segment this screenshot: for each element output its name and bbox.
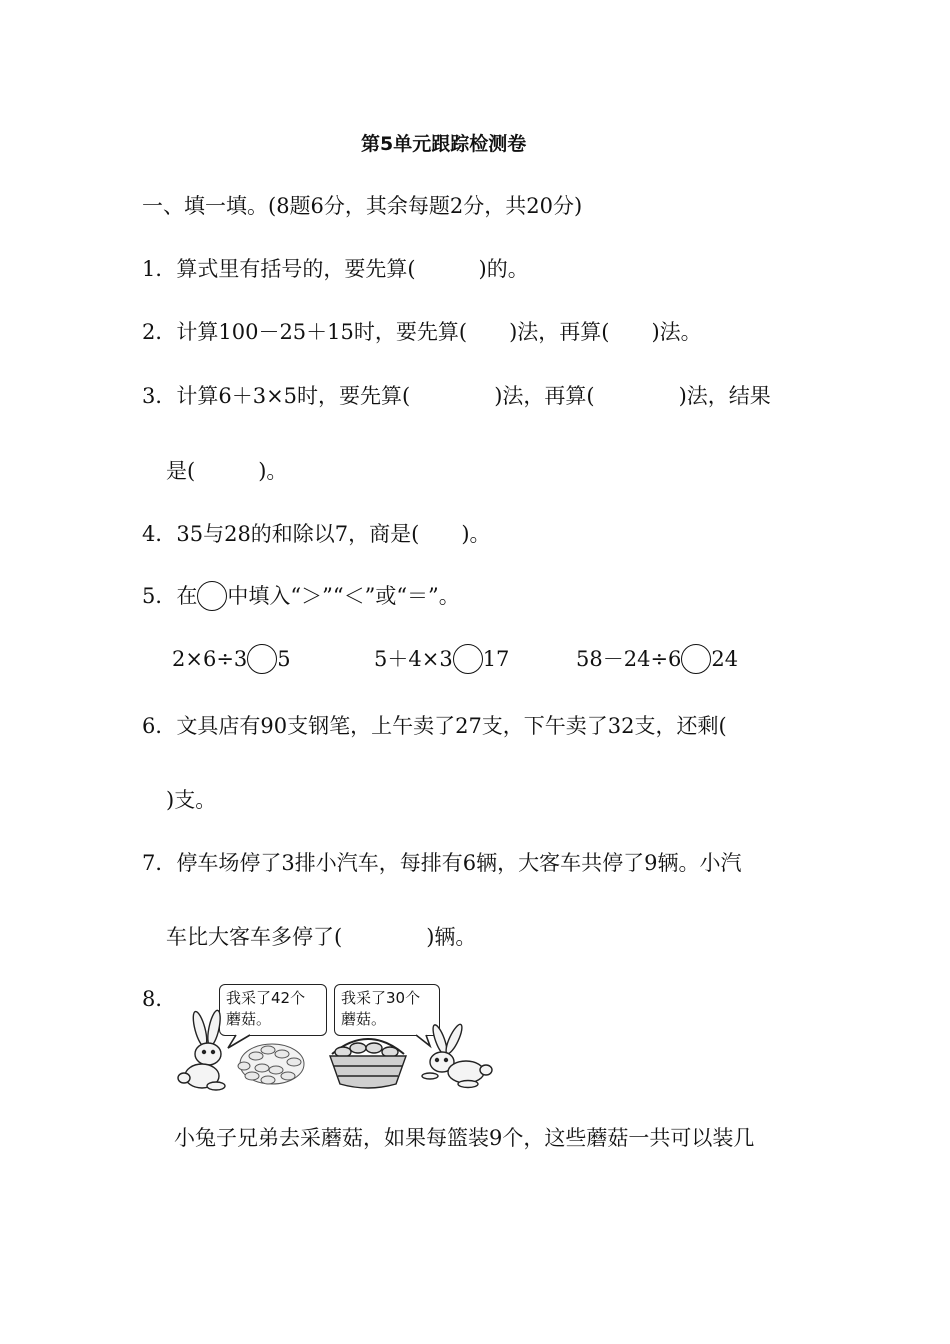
q5-item-right: 24 [711, 647, 739, 671]
speech-bubble-left: 我采了42个 蘑菇。 [219, 984, 327, 1036]
answer-circle-icon[interactable] [247, 644, 277, 674]
question-8-number: 8． [142, 987, 177, 1011]
q5-item-left: 2×6÷3 [172, 647, 248, 671]
question-3-line1: 3．计算6＋3×5时，要先算( )法，再算( )法，结果 [142, 384, 771, 408]
rabbit-left-icon [178, 1009, 225, 1090]
basket-icon [330, 1039, 406, 1088]
q5-item-3 [576, 645, 738, 674]
q8-illustration [168, 984, 498, 1094]
answer-circle-icon [197, 581, 227, 611]
bubble-tail-right-icon [416, 1035, 430, 1046]
q5-item-right: 5 [277, 647, 291, 671]
question-5 [142, 582, 460, 611]
question-5-after: 中填入“＞”“＜”或“＝”。 [227, 584, 460, 608]
q5-item-right: 17 [482, 647, 510, 671]
question-8-text: 小兔子兄弟去采蘑菇，如果每篮装9个，这些蘑菇一共可以装几 [174, 1126, 755, 1150]
question-2: 2．计算100－25＋15时，要先算( )法，再算( )法。 [142, 320, 702, 344]
question-5-before: 5．在 [142, 584, 198, 608]
question-6-line1: 6．文具店有90支钢笔，上午卖了27支，下午卖了32支，还剩( [142, 714, 727, 738]
answer-circle-icon[interactable] [453, 644, 483, 674]
q5-item-left: 5＋4×3 [374, 647, 453, 671]
page-title: 第5单元跟踪检测卷 [361, 133, 527, 155]
question-7-line1: 7．停车场停了3排小汽车，每排有6辆，大客车共停了9辆。小汽 [142, 851, 742, 875]
speech-bubble-right: 我采了30个 蘑菇。 [334, 984, 440, 1036]
answer-circle-icon[interactable] [681, 644, 711, 674]
rabbit-right-icon [422, 1023, 492, 1088]
question-4: 4．35与28的和除以7，商是( )。 [142, 522, 491, 546]
question-3-line2: 是( )。 [166, 459, 288, 483]
question-7-line2: 车比大客车多停了( )辆。 [166, 925, 477, 949]
bubble-tail-left-icon [228, 1035, 250, 1048]
q5-item-1 [172, 645, 291, 674]
q5-item-2 [374, 645, 509, 674]
question-6-line2: )支。 [166, 788, 217, 812]
q5-item-left: 58－24÷6 [576, 647, 682, 671]
mushroom-pile-icon [238, 1044, 304, 1084]
section-heading: 一、填一填。(8题6分，其余每题2分，共20分) [142, 194, 583, 218]
question-1: 1．算式里有括号的，要先算( )的。 [142, 257, 529, 281]
